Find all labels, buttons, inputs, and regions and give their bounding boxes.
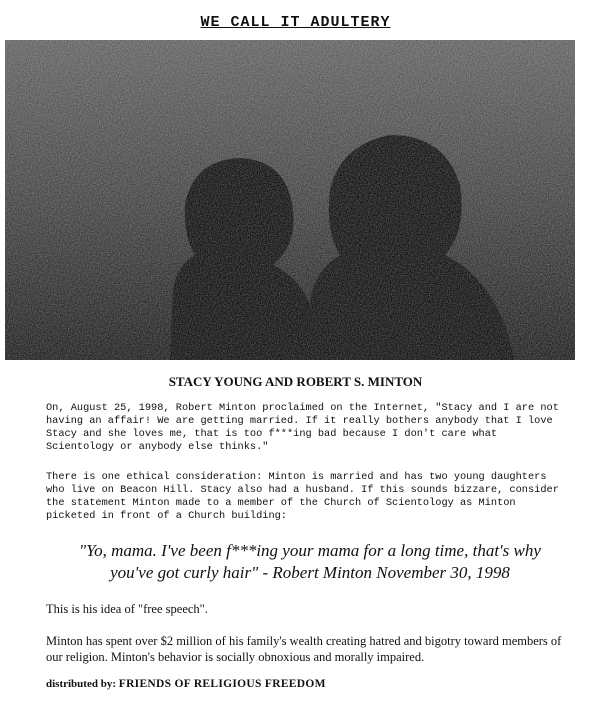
paragraph-spending: Minton has spent over $2 million of his family's wealth creating hatred and bigotry toward members of our religion. Minton's behavior is socially obnoxious and morally impaired.: [46, 634, 562, 664]
footer-label: distributed by:: [46, 678, 116, 690]
distribution-footer: [46, 678, 326, 690]
photo-caption: STACY YOUNG AND ROBERT S. MINTON: [168, 374, 423, 389]
paragraph-announcement: [46, 402, 566, 454]
paragraph-text: There is one ethical consideration: Minton is married and has two young daughters who live on Beacon Hill. Stacy also had a husband. If this sounds bizzare, consider the statement Minton made to a member of the Church of Scientology as Minton picketed in front of a Church building:: [46, 471, 559, 522]
paragraph-text: On, August 25, 1998, Robert Minton proclaimed on the Internet, "Stacy and I are not having an affair! We are getting married. If it really bothers anybody that I love Stacy and she loves me, that is too f***ing bad because I don't care what Scientology or anybody else thinks.": [46, 402, 559, 453]
photo-image: [5, 40, 575, 360]
paragraph-free-speech: This is his idea of "free speech".: [46, 602, 208, 616]
pull-quote: "Yo, mama. I've been f***ing your mama for a long time, that's why you've got curly hair" - Robert Minton November 30, 1998: [79, 541, 541, 582]
page-title: WE CALL IT ADULTERY: [200, 14, 391, 31]
photo: [5, 40, 575, 360]
footer-organization: FRIENDS OF RELIGIOUS FREEDOM: [118, 678, 326, 690]
paragraph-ethics: [46, 471, 566, 523]
